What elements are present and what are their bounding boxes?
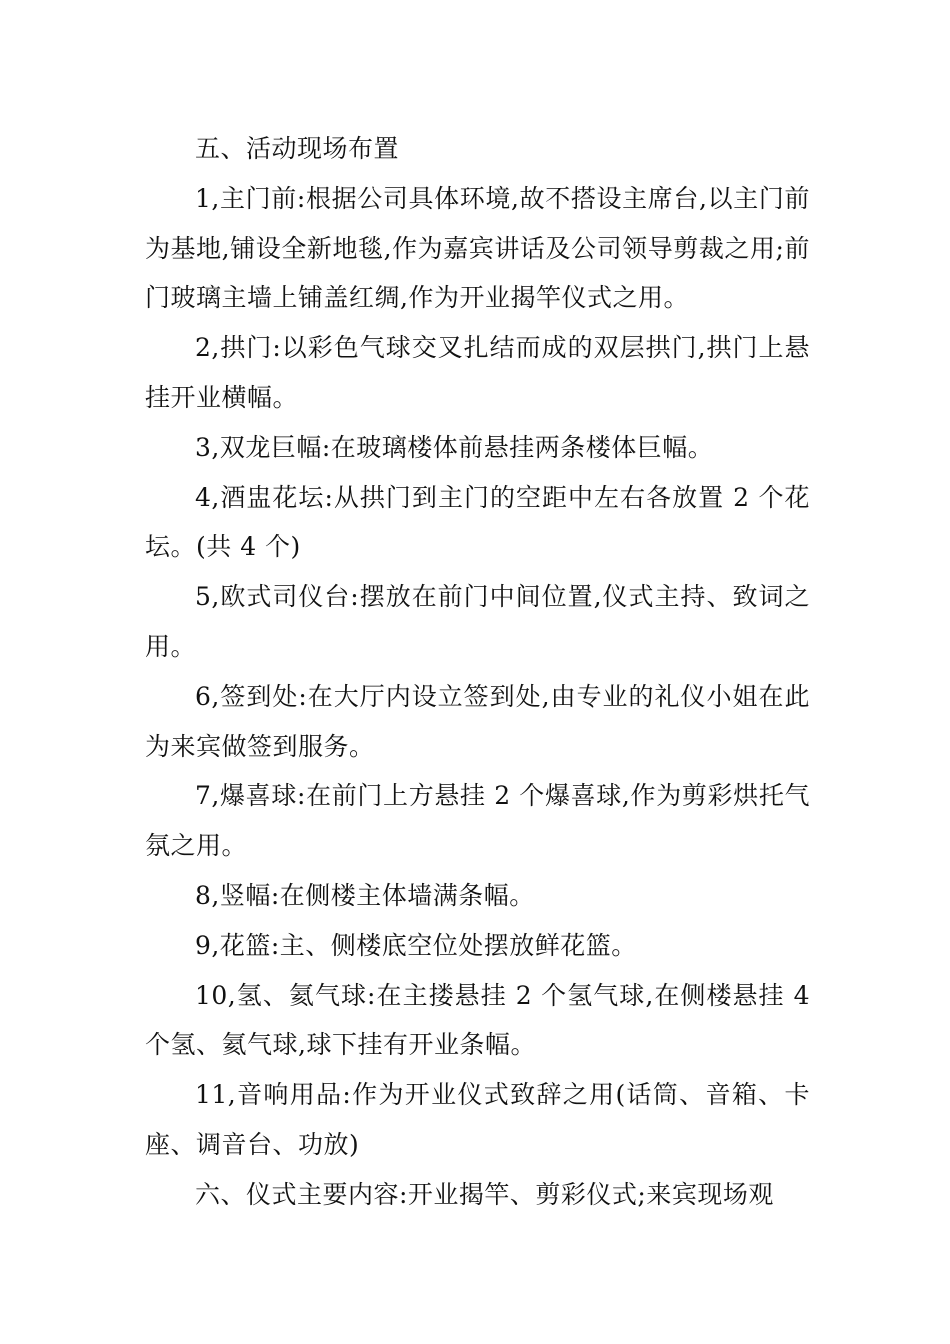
paragraph-item-6: 6,签到处:在大厅内设立签到处,由专业的礼仪小姐在此为来宾做签到服务。 [145, 681, 810, 761]
section-heading-ceremony-content: 六、仪式主要内容:开业揭竿、剪彩仪式;来宾现场观 [195, 1179, 774, 1209]
section-heading-venue-setup: 五、活动现场布置 [195, 134, 400, 163]
paragraph-item-2: 2,拱门:以彩色气球交叉扎结而成的双层拱门,拱门上悬挂开业横幅。 [145, 333, 810, 412]
paragraph-item-5: 5,欧式司仪台:摆放在前门中间位置,仪式主持、致词之用。 [145, 582, 810, 661]
paragraph-item-8: 8,竖幅:在侧楼主体墙满条幅。 [195, 880, 535, 910]
paragraph-item-9: 9,花篮:主、侧楼底空位处摆放鲜花篮。 [195, 930, 637, 960]
paragraph-item-4: 4,酒盅花坛:从拱门到主门的空距中左右各放置 2 个花坛。(共 4 个) [145, 482, 810, 562]
paragraph-item-10: 10,氢、氦气球:在主搂悬挂 2 个氢气球,在侧楼悬挂 4 个氢、氦气球,球下挂有开业条幅。 [145, 980, 810, 1060]
paragraph-item-7: 7,爆喜球:在前门上方悬挂 2 个爆喜球,作为剪彩烘托气氛之用。 [145, 781, 810, 861]
document-body [145, 124, 810, 1220]
paragraph-item-1: 1,主门前:根据公司具体环境,故不搭设主席台,以主门前为基地,铺设全新地毯,作为嘉宾讲话及公司领导剪裁之用;前门玻璃主墙上铺盖红绸,作为开业揭竿仪式之用。 [145, 183, 810, 313]
paragraph-item-3: 3,双龙巨幅:在玻璃楼体前悬挂两条楼体巨幅。 [195, 432, 714, 462]
paragraph-item-11: 11,音响用品:作为开业仪式致辞之用(话筒、音箱、卡座、调音台、功放) [145, 1080, 810, 1159]
